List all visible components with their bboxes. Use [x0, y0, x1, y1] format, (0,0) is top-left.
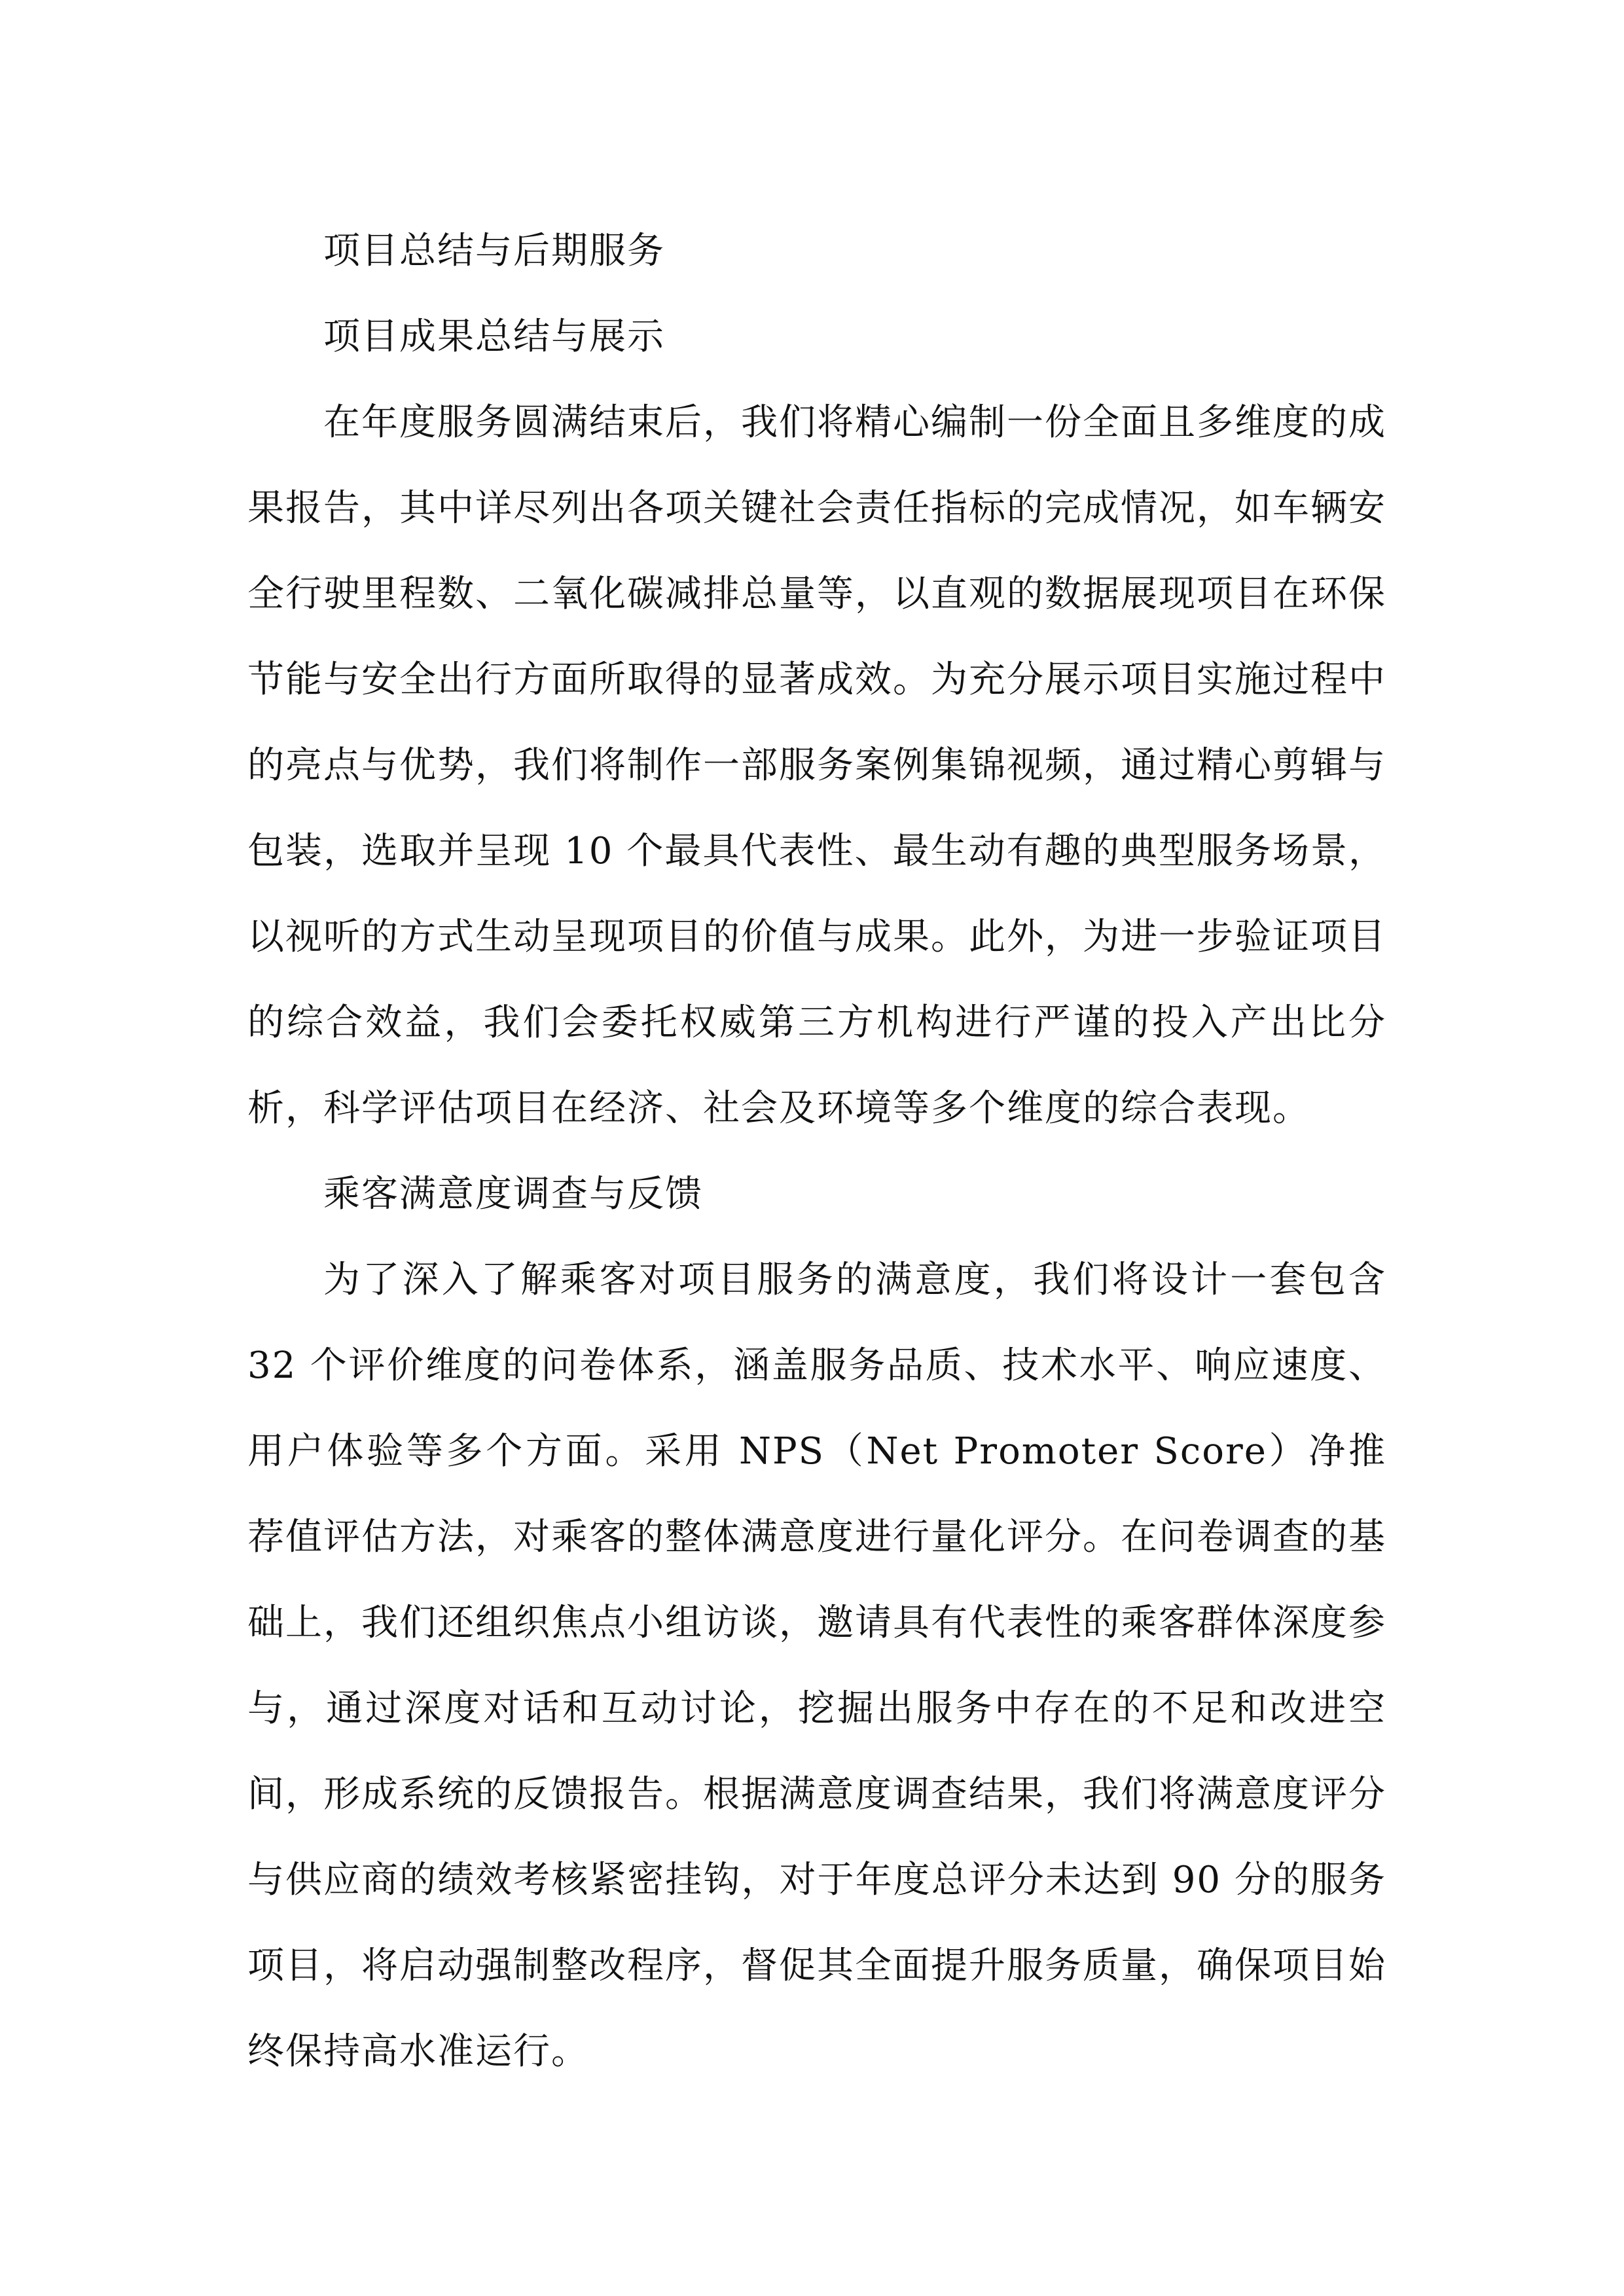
section-heading-results: 项目成果总结与展示 [323, 315, 665, 358]
document-title: 项目总结与后期服务 [323, 230, 665, 272]
document-body [247, 208, 1386, 2094]
paragraph-results: 在年度服务圆满结束后，我们将精心编制一份全面且多维度的成果报告，其中详尽列出各项关键社会责任指标的完成情况，如车辆安全行驶里程数、二氧化碳减排总量等，以直观的数据展现项目在环保节能与安全出行方面所取得的显著成效。为充分展示项目实施过程中的亮点与优势，我们将制作一部服务案例集锦视频，通过精心剪辑与包装，选取并呈现 10 个最具代表性、最生动有趣的典型服务场景，以视听的方式生动呈现项目的价值与成果。此外，为进一步验证项目的综合效益，我们会委托权威第三方机构进行严谨的投入产出比分析，科学评估项目在经济、社会及环境等多个维度的综合表现。 [247, 401, 1386, 1130]
paragraph-satisfaction: 为了深入了解乘客对项目服务的满意度，我们将设计一套包含 32 个评价维度的问卷体系，涵盖服务品质、技术水平、响应速度、用户体验等多个方面。采用 NPS（Net Promoter Score）净推荐值评估方法，对乘客的整体满意度进行量化评分。在问卷调查的基础上，我们还组织焦点小组访谈，邀请具有代表性的乘客群体深度参与，通过深度对话和互动讨论，挖掘出服务中存在的不足和改进空间，形成系统的反馈报告。根据满意度调查结果，我们将满意度评分与供应商的绩效考核紧密挂钩，对于年度总评分未达到 90 分的服务项目，将启动强制整改程序，督促其全面提升服务质量，确保项目始终保持高水准运行。 [247, 1259, 1386, 2073]
section-heading-satisfaction: 乘客满意度调查与反馈 [323, 1173, 703, 1215]
